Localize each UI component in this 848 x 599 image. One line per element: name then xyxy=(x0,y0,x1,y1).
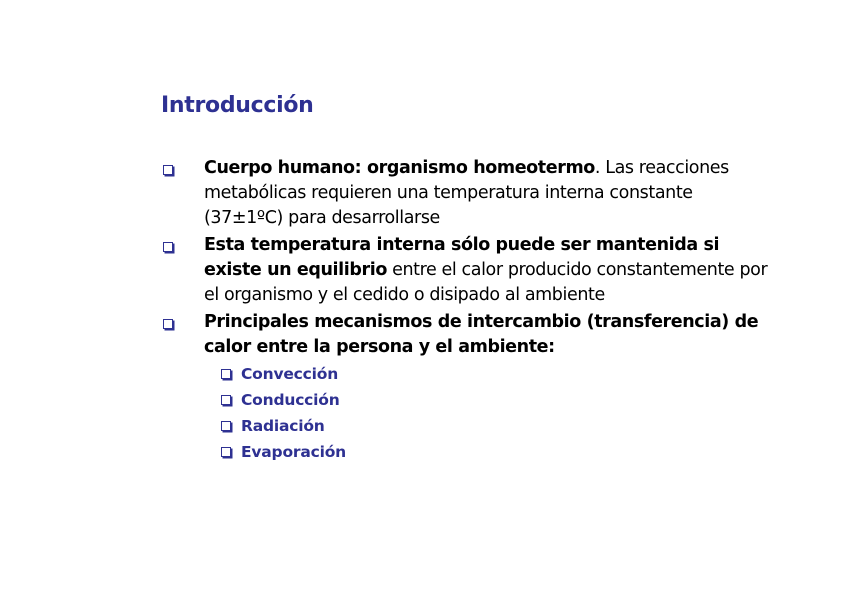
bullet-rest-1: . Las reacciones metabólicas requieren una temperatura interna constante (37±1ºC) para desarrollarse xyxy=(204,158,729,228)
mechanism-label: Evaporación xyxy=(241,443,346,461)
checkbox-bullet-icon xyxy=(221,369,231,379)
checkbox-bullet-icon xyxy=(221,447,231,457)
bullet-bold-3: Principales mecanismos de intercambio (transferencia) de calor entre la persona y el ambiente: xyxy=(204,312,759,357)
mechanism-label: Convección xyxy=(241,365,339,383)
bullet-bold-1: Cuerpo humano: organismo homeotermo xyxy=(204,158,595,178)
slide-title: Introducción xyxy=(161,93,314,118)
bullet-bold-2: Esta temperatura interna sólo puede ser mantenida si existe un equilibrio xyxy=(204,235,720,280)
bullet-text-3 xyxy=(204,310,774,360)
checkbox-bullet-icon xyxy=(163,165,173,175)
bullet-text-2 xyxy=(204,233,774,308)
mechanism-label: Conducción xyxy=(241,391,340,409)
mechanism-label: Radiación xyxy=(241,417,325,435)
checkbox-bullet-icon xyxy=(221,395,231,405)
bullet-rest-2: entre el calor producido constantemente por el organismo y el cedido o disipado al ambiente xyxy=(204,260,768,305)
checkbox-bullet-icon xyxy=(221,421,231,431)
checkbox-bullet-icon xyxy=(163,242,173,252)
bullet-text-1 xyxy=(204,156,774,231)
checkbox-bullet-icon xyxy=(163,319,173,329)
